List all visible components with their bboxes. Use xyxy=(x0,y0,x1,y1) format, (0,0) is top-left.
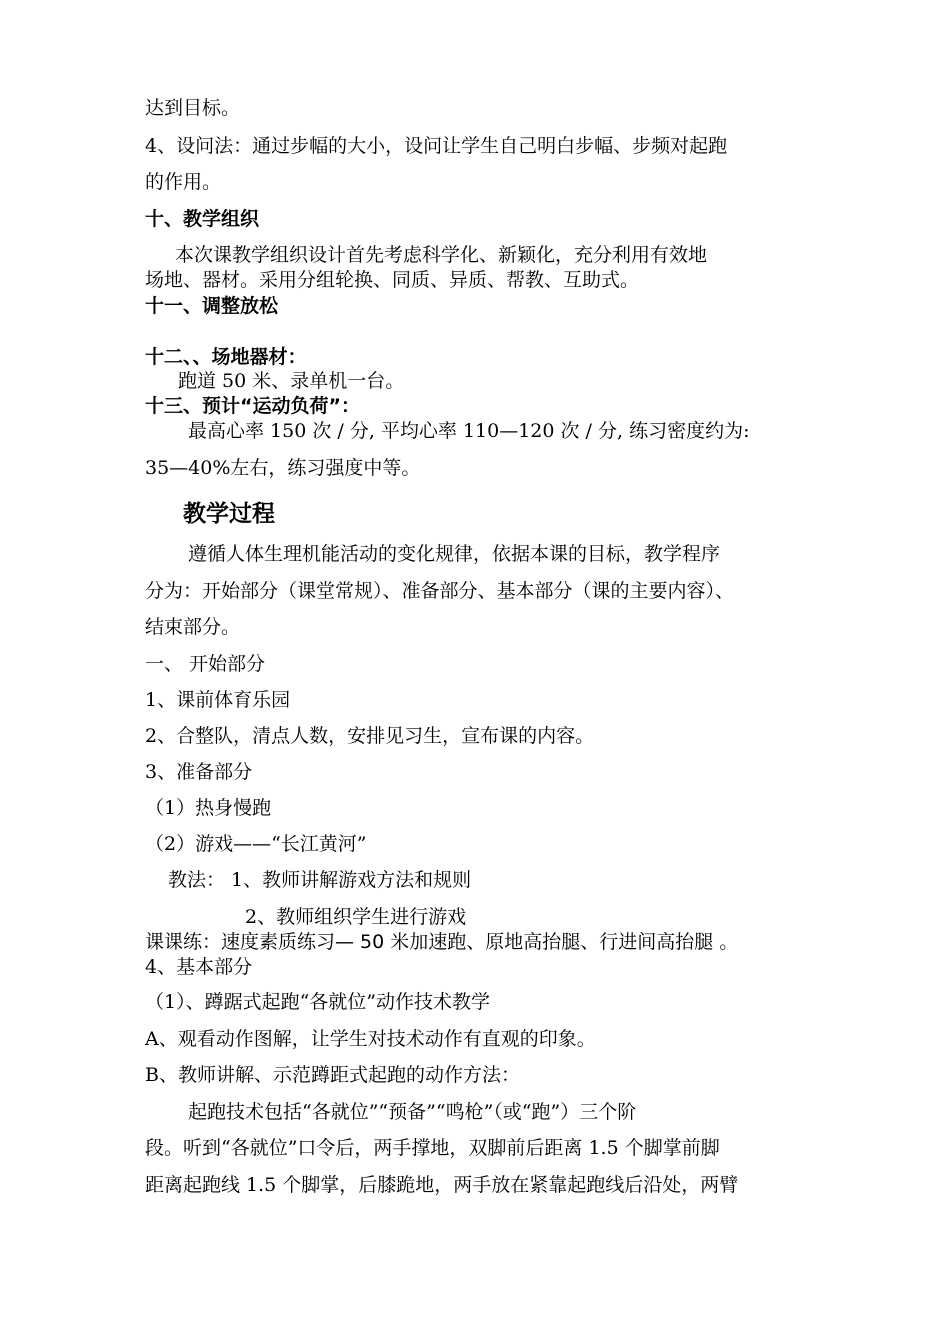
text-line: 2、合整队，清点人数，安排见习生，宣布课的内容。 xyxy=(145,725,595,747)
text-line: 跑道 50 米、录单机一台。 xyxy=(178,370,405,392)
text-line: （1）、蹲踞式起跑“各就位”动作技术教学 xyxy=(145,991,491,1013)
section-heading: 十、教学组织 xyxy=(145,208,260,230)
text-line: 分为：开始部分（课堂常规）、准备部分、基本部分（课的主要内容）、 xyxy=(145,580,735,602)
text-line: 最高心率 150 次 / 分, 平均心率 110—120 次 / 分, 练习密度约为: xyxy=(188,420,750,442)
section-heading: 十二、、场地器材： xyxy=(145,346,307,368)
text-line: 本次课教学组织设计首先考虑科学化、新颖化，充分利用有效地 xyxy=(175,244,708,266)
text-line: 距离起跑线 1.5 个脚掌，后膝跪地，两手放在紧靠起跑线后沿处，两臂 xyxy=(145,1174,739,1196)
text-line: 35—40%左右，练习强度中等。 xyxy=(145,457,421,479)
section-heading: 十一、调整放松 xyxy=(145,295,279,317)
text-line: 3、准备部分 xyxy=(145,761,253,783)
text-line: 结束部分。 xyxy=(145,616,241,638)
text-line: B、教师讲解、示范蹲距式起跑的动作方法： xyxy=(145,1064,520,1086)
text-line: 起跑技术包括“各就位”“预备”“鸣枪”（或“跑”）三个阶 xyxy=(188,1101,637,1123)
text-line: （2）游戏——“长江黄河” xyxy=(145,833,367,855)
text-line: 1、课前体育乐园 xyxy=(145,689,291,711)
text-line: 教法： 1、教师讲解游戏方法和规则 xyxy=(168,869,472,891)
text-line: 课课练：速度素质练习— 50 米加速跑、原地高抬腿、行进间高抬腿 。 xyxy=(145,931,739,953)
text-line: 段。听到“各就位”口令后，两手撑地，双脚前后距离 1.5 个脚掌前脚 xyxy=(145,1137,720,1159)
page-title: 教学过程 xyxy=(183,501,275,527)
text-line: （1）热身慢跑 xyxy=(145,797,272,819)
text-line: A、观看动作图解，让学生对技术动作有直观的印象。 xyxy=(145,1028,596,1050)
text-line: 4、基本部分 xyxy=(145,956,253,978)
text-line: 场地、器材。采用分组轮换、同质、异质、帮教、互助式。 xyxy=(145,269,640,291)
section-heading: 十三、预计“运动负荷”： xyxy=(145,395,360,417)
text-line: 达到目标。 xyxy=(145,97,241,119)
text-line: 遵循人体生理机能活动的变化规律，依据本课的目标，教学程序 xyxy=(188,543,721,565)
text-line: 4、设问法：通过步幅的大小，设问让学生自己明白步幅、步频对起跑 xyxy=(145,135,728,157)
text-line: 2、教师组织学生进行游戏 xyxy=(245,906,467,928)
text-line: 一、 开始部分 xyxy=(145,653,266,675)
text-line: 的作用。 xyxy=(145,171,222,193)
